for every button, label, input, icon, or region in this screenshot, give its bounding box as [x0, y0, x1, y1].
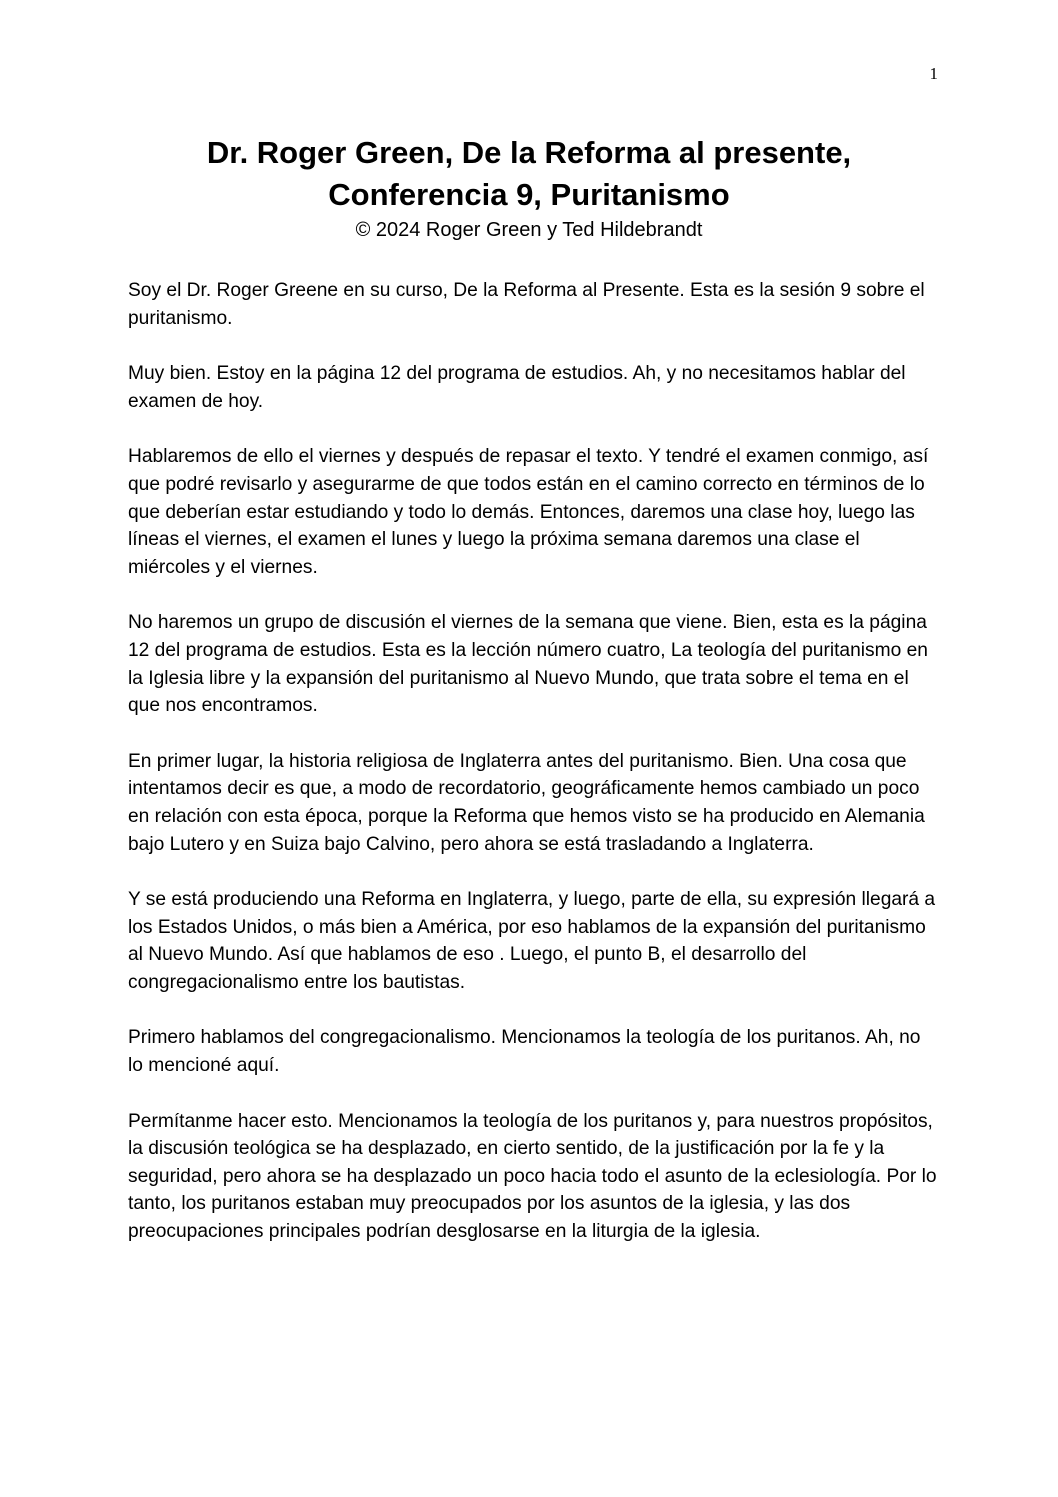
paragraph: Y se está produciendo una Reforma en Inglaterra, y luego, parte de ella, su expresión llegará a los Estados Unidos, o más bien a América, por eso hablamos de la expansión del puritanismo al Nuevo Mundo. Así que hablamos de eso . Luego, el punto B, el desarrollo del congregacionalismo entre los bautistas.: [128, 889, 936, 993]
page-number: 1: [929, 64, 938, 83]
title-line-1: Dr. Roger Green, De la Reforma al presente,: [206, 135, 852, 170]
document-body: [128, 277, 938, 1274]
title-line-2: Conferencia 9, Puritanismo: [328, 177, 730, 212]
paragraph: Soy el Dr. Roger Greene en su curso, De la Reforma al Presente. Esta es la sesión 9 sobre el puritanismo.: [128, 280, 925, 329]
copyright-line: © 2024 Roger Green y Ted Hildebrandt: [355, 219, 703, 241]
paragraph: Hablaremos de ello el viernes y después de repasar el texto. Y tendré el examen conmigo, así que podré revisarlo y asegurarme de que todos están en el camino correcto en términos de lo que deberían estar estudiando y todo lo demás. Entonces, daremos una clase hoy, luego las líneas el viernes, el examen el lunes y luego la próxima semana daremos una clase el miércoles y el viernes.: [128, 446, 929, 578]
paragraph: Muy bien. Estoy en la página 12 del programa de estudios. Ah, y no necesitamos hablar del examen de hoy.: [128, 363, 906, 412]
paragraph: Permítanme hacer esto. Mencionamos la teología de los puritanos y, para nuestros propósitos, la discusión teológica se ha desplazado, en cierto sentido, de la justificación por la fe y la seguridad, pero ahora se ha desplazado un poco hacia todo el asunto de la eclesiología. Por lo tanto, los puritanos estaban muy preocupados por los asuntos de la iglesia, y las dos preocupaciones principales podrían desglosarse en la liturgia de la iglesia.: [128, 1110, 937, 1243]
paragraph: No haremos un grupo de discusión el viernes de la semana que viene. Bien, esta es la página 12 del programa de estudios. Esta es la lección número cuatro, La teología del puritanismo en la Iglesia libre y la expansión del puritanismo al Nuevo Mundo, que trata sobre el tema en el que nos encontramos.: [128, 612, 928, 717]
paragraph: En primer lugar, la historia religiosa de Inglaterra antes del puritanismo. Bien. Una cosa que intentamos decir es que, a modo de recordatorio, geográficamente hemos cambiado un poco en relación con esta época, porque la Reforma que hemos visto se ha producido en Alemania bajo Lutero y en Suiza bajo Calvino, pero ahora se está trasladando a Inglaterra.: [128, 750, 925, 855]
document-header: [0, 132, 1058, 244]
paragraph: Primero hablamos del congregacionalismo. Mencionamos la teología de los puritanos. Ah, no lo mencioné aquí.: [128, 1027, 921, 1077]
